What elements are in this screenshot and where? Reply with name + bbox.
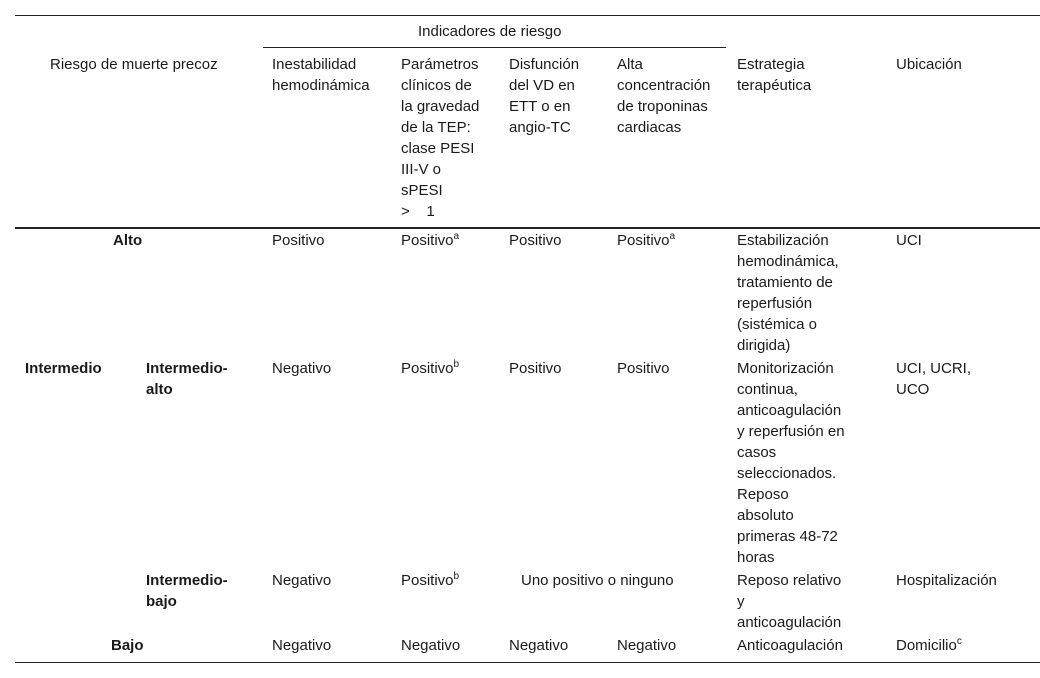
col-header-location: Ubicación — [896, 56, 962, 73]
intermedio-alto-location: UCI, UCRI, UCO — [896, 360, 971, 398]
col-header-troponin: Alta concentración de troponinas cardiacas — [617, 56, 711, 136]
alto-location: UCI — [896, 232, 922, 249]
row-label-intermedio-bajo: Intermedio- bajo — [146, 572, 228, 610]
alto-instability: Positivo — [272, 232, 325, 249]
row-label-bajo: Bajo — [111, 637, 144, 654]
intermedio-bajo-rv-troponin: Uno positivo o ninguno — [521, 572, 674, 589]
intermedio-bajo-strategy: Reposo relativo y anticoagulación — [737, 572, 842, 631]
col-header-rv-dysfunction: Disfunción del VD en ETT o en angio-TC — [509, 56, 580, 136]
intermedio-alto-instability: Negativo — [272, 360, 332, 377]
bajo-location: Domicilio$^c$ — [896, 636, 962, 654]
alto-strategy: Estabilización hemodinámica, tratamiento de reperfusión (sistémica o dirigida) — [737, 232, 839, 354]
early-death-risk-header: Riesgo de muerte precoz — [50, 56, 218, 73]
risk-indicators-header: Indicadores de riesgo — [418, 23, 562, 40]
row-label-intermedio: Intermedio — [25, 360, 102, 377]
intermedio-alto-clinical: Positivo$^b$ — [401, 359, 460, 377]
intermedio-alto-strategy: Monitorización continua, anticoagulación y reperfusión en casos seleccionados. Reposo absoluto primeras 48-72 horas — [737, 360, 845, 566]
table-top-rule — [15, 15, 1040, 16]
bajo-strategy: Anticoagulación — [737, 637, 843, 654]
bajo-rv: Negativo — [509, 637, 569, 654]
row-label-intermedio-alto: Intermedio- alto — [146, 360, 228, 398]
col-header-instability: Inestabilidad hemodinámica — [272, 56, 370, 94]
intermedio-alto-rv: Positivo — [509, 360, 562, 377]
bajo-troponin: Negativo — [617, 637, 677, 654]
row-label-alto: Alto — [113, 232, 143, 249]
alto-clinical: Positivo$^a$ — [401, 231, 460, 249]
alto-rv: Positivo — [509, 232, 562, 249]
col-header-clinical: Parámetros clínicos de la gravedad de la TEP: clase PESI III-V o sPESI > 1 — [401, 56, 480, 220]
intermedio-alto-troponin: Positivo — [617, 360, 670, 377]
table-bottom-rule — [15, 662, 1040, 663]
intermedio-bajo-clinical: Positivo$^b$ — [401, 571, 460, 589]
bajo-instability: Negativo — [272, 637, 332, 654]
col-header-strategy: Estrategia terapéutica — [737, 56, 812, 94]
header-bottom-rule — [15, 227, 1040, 229]
indicators-underline — [263, 47, 726, 48]
intermedio-bajo-instability: Negativo — [272, 572, 332, 589]
bajo-clinical: Negativo — [401, 637, 461, 654]
intermedio-bajo-location: Hospitalización — [896, 572, 997, 589]
alto-troponin: Positivo$^a$ — [617, 231, 676, 249]
